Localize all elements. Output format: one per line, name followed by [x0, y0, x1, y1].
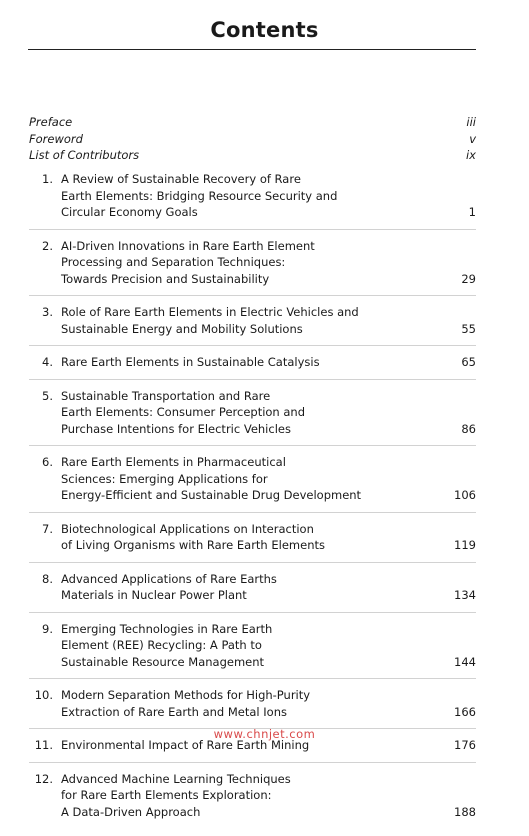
chapter-title-line: Processing and Separation Techniques:	[61, 255, 286, 269]
chapter-entry-9[interactable]	[29, 621, 476, 680]
chapter-title-line: Earth Elements: Bridging Resource Security and	[61, 188, 338, 203]
page-title: Contents	[210, 18, 319, 42]
chapter-page-number: 176	[454, 738, 476, 752]
chapter-title	[61, 687, 436, 720]
chapter-title-line: AI-Driven Innovations in Rare Earth Element	[61, 238, 315, 253]
chapter-entry-5[interactable]	[29, 388, 476, 447]
chapter-number: 9.	[42, 621, 53, 636]
chapter-title	[61, 454, 436, 504]
chapter-page-number: 144	[454, 654, 476, 669]
chapter-entry-2[interactable]	[29, 238, 476, 297]
chapter-title-line: Energy-Efficient and Sustainable Drug Development	[61, 488, 362, 502]
chapter-number: 4.	[42, 355, 53, 369]
chapter-title-line: Rare Earth Elements in Sustainable Catalysis	[61, 355, 320, 369]
chapter-page-number: 65	[461, 355, 476, 369]
chapter-entry-10[interactable]	[29, 687, 476, 729]
chapter-number: 12.	[34, 771, 53, 786]
chapter-number: 6.	[42, 455, 53, 469]
chapter-entry-12[interactable]	[29, 771, 476, 829]
chapter-entry-4[interactable]	[29, 354, 476, 380]
chapter-title-line: of Living Organisms with Rare Earth Elements	[61, 538, 325, 552]
chapter-number: 11.	[34, 738, 53, 752]
front-matter-list	[29, 114, 476, 164]
chapter-title-line: Advanced Machine Learning Techniques	[61, 771, 291, 786]
chapter-number: 7.	[42, 521, 53, 536]
chapter-title-line: Modern Separation Methods for High-Purity	[61, 688, 311, 702]
chapter-entry-7[interactable]	[29, 521, 476, 563]
watermark: www.chnjet.com	[213, 727, 316, 741]
chapter-title	[61, 171, 436, 221]
chapter-title-line: Element (REE) Recycling: A Path to	[61, 638, 262, 652]
chapter-entry-8[interactable]	[29, 571, 476, 613]
chapter-title-line: Materials in Nuclear Power Plant	[61, 588, 247, 602]
chapter-page-number: 29	[461, 271, 476, 286]
chapter-page-number: 86	[461, 421, 476, 436]
front-matter-page: iii	[466, 115, 476, 129]
chapter-title-line: A Data-Driven Approach	[61, 804, 201, 819]
chapter-page-number: 1	[468, 205, 476, 219]
chapter-title	[61, 571, 436, 604]
chapter-number: 1.	[42, 172, 53, 186]
front-matter-page: ix	[465, 148, 476, 162]
front-matter-label: Foreword	[29, 131, 83, 146]
chapter-title-line: Sustainable Resource Management	[61, 654, 265, 669]
chapter-title-line: Emerging Technologies in Rare Earth	[61, 621, 273, 636]
chapter-title-line: Biotechnological Applications on Interaction	[61, 521, 314, 536]
chapter-title	[61, 304, 436, 337]
chapter-title-line: Sustainable Energy and Mobility Solutions	[61, 321, 303, 336]
front-matter-label: Preface	[29, 115, 73, 129]
chapter-title-line: Towards Precision and Sustainability	[61, 271, 270, 286]
chapter-title-line: Sciences: Emerging Applications for	[61, 471, 268, 486]
chapter-title	[61, 521, 436, 554]
chapter-entry-3[interactable]	[29, 304, 476, 346]
chapter-number: 10.	[34, 688, 53, 702]
front-matter-item-contributors[interactable]	[29, 147, 476, 164]
chapter-page-number: 188	[454, 804, 476, 819]
front-matter-label: List of Contributors	[29, 148, 140, 162]
chapter-number: 3.	[42, 305, 53, 319]
chapter-title	[61, 621, 436, 671]
front-matter-item-foreword[interactable]	[29, 131, 476, 148]
chapter-title-line: Role of Rare Earth Elements in Electric Vehicles and	[61, 305, 359, 319]
front-matter-item-preface[interactable]	[29, 114, 476, 131]
chapter-title-line: Circular Economy Goals	[61, 205, 198, 219]
chapter-page-number: 134	[454, 588, 476, 602]
chapter-title-line: Earth Elements: Consumer Perception and	[61, 405, 306, 419]
chapter-title	[61, 354, 436, 371]
chapter-title-line: Purchase Intentions for Electric Vehicles	[61, 421, 291, 436]
chapter-page-number: 166	[454, 704, 476, 719]
chapter-title-line: Extraction of Rare Earth and Metal Ions	[61, 704, 287, 719]
chapter-title	[61, 388, 436, 438]
chapter-page-number: 106	[454, 488, 476, 502]
chapter-number: 5.	[42, 388, 53, 403]
front-matter-page: v	[469, 131, 476, 146]
chapter-number: 8.	[42, 571, 53, 586]
chapter-title	[61, 771, 436, 821]
chapter-title-line: A Review of Sustainable Recovery of Rare	[61, 172, 301, 186]
chapter-title-line: Advanced Applications of Rare Earths	[61, 571, 277, 586]
chapter-entry-1[interactable]	[29, 171, 476, 230]
chapter-page-number: 119	[454, 538, 476, 552]
chapter-number: 2.	[42, 238, 53, 253]
chapter-title-line: Environmental Impact of Rare Earth Mining	[61, 738, 310, 752]
chapter-title-line: Rare Earth Elements in Pharmaceutical	[61, 455, 286, 469]
chapter-title-line: Sustainable Transportation and Rare	[61, 388, 271, 403]
title-divider	[28, 49, 476, 50]
chapter-title-line: for Rare Earth Elements Exploration:	[61, 788, 272, 802]
chapter-page-number: 55	[461, 321, 476, 336]
chapter-entry-6[interactable]	[29, 454, 476, 513]
chapter-title	[61, 238, 436, 288]
